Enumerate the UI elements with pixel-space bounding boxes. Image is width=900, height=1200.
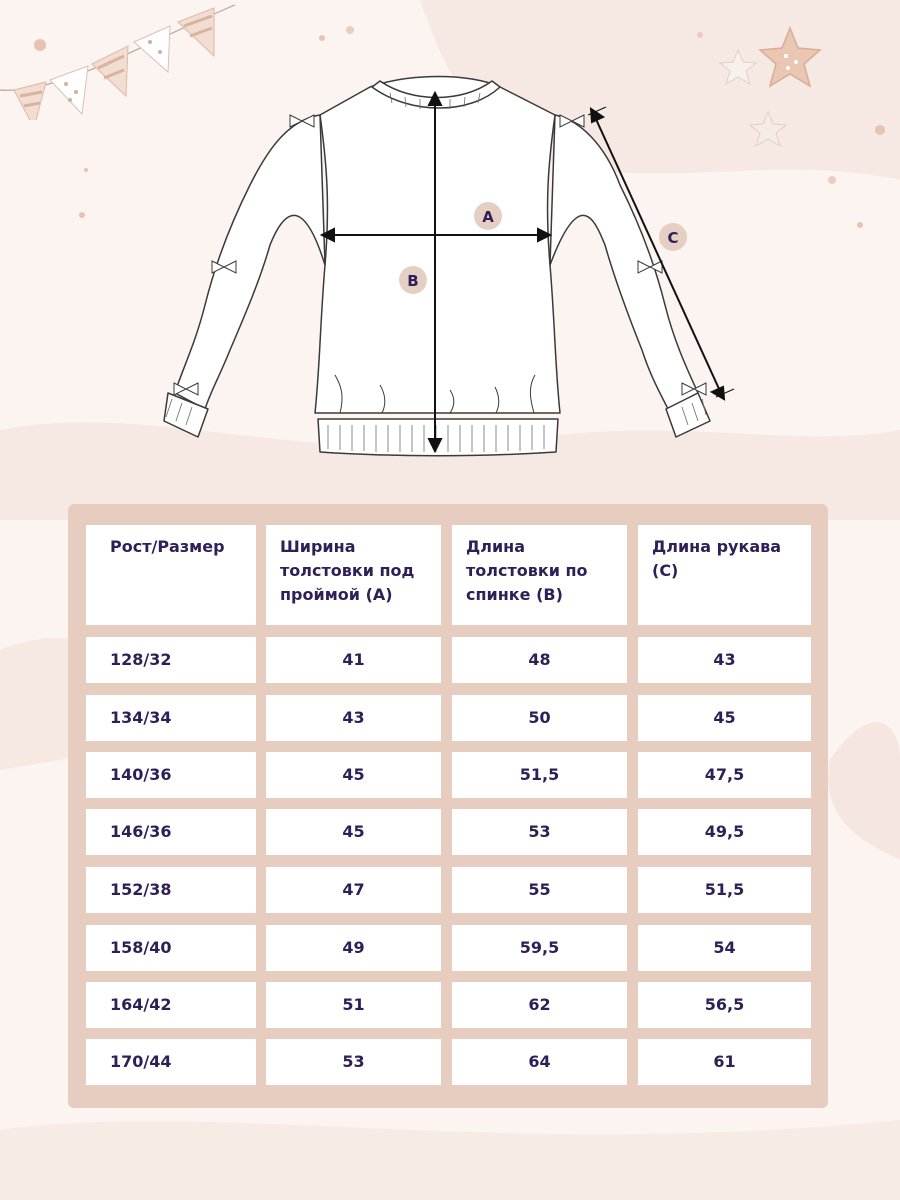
table-cell-sleeve: 61 xyxy=(638,1039,811,1085)
sweatshirt-measurement-diagram xyxy=(150,75,770,465)
table-cell-length: 51,5 xyxy=(452,752,627,798)
table-cell-sleeve: 54 xyxy=(638,925,811,971)
label-c: C xyxy=(667,229,679,247)
table-cell-width: 45 xyxy=(266,809,441,855)
table-cell-size: 134/34 xyxy=(86,695,256,741)
table-cell-width: 45 xyxy=(266,752,441,798)
header-sleeve-c: Длина рукава (С) xyxy=(638,525,811,625)
table-cell-width: 49 xyxy=(266,925,441,971)
table-cell-width: 41 xyxy=(266,637,441,683)
table-cell-length: 48 xyxy=(452,637,627,683)
header-width-a: Ширина толстовки под проймой (А) xyxy=(266,525,441,625)
left-sleeve xyxy=(175,115,325,409)
table-cell-sleeve: 47,5 xyxy=(638,752,811,798)
table-cell-size: 128/32 xyxy=(86,637,256,683)
sweatshirt-body xyxy=(315,77,560,414)
table-cell-length: 59,5 xyxy=(452,925,627,971)
table-cell-sleeve: 51,5 xyxy=(638,867,811,913)
table-cell-length: 53 xyxy=(452,809,627,855)
table-cell-width: 51 xyxy=(266,982,441,1028)
label-b-badge xyxy=(399,266,427,294)
table-cell-length: 62 xyxy=(452,982,627,1028)
label-a: A xyxy=(482,208,494,226)
table-cell-size: 170/44 xyxy=(86,1039,256,1085)
table-cell-sleeve: 49,5 xyxy=(638,809,811,855)
table-cell-size: 140/36 xyxy=(86,752,256,798)
hem-band xyxy=(318,419,558,456)
header-length-b: Длина толстовки по спинке (В) xyxy=(452,525,627,625)
table-cell-width: 43 xyxy=(266,695,441,741)
table-cell-length: 64 xyxy=(452,1039,627,1085)
right-sleeve xyxy=(550,115,698,409)
label-a-badge xyxy=(474,202,502,230)
table-cell-size: 164/42 xyxy=(86,982,256,1028)
table-cell-width: 53 xyxy=(266,1039,441,1085)
table-cell-sleeve: 45 xyxy=(638,695,811,741)
table-cell-width: 47 xyxy=(266,867,441,913)
table-cell-size: 146/36 xyxy=(86,809,256,855)
header-height-size: Рост/Размер xyxy=(86,525,256,625)
table-cell-sleeve: 43 xyxy=(638,637,811,683)
label-c-badge xyxy=(659,223,687,251)
table-cell-length: 50 xyxy=(452,695,627,741)
table-cell-sleeve: 56,5 xyxy=(638,982,811,1028)
label-b: B xyxy=(407,272,419,290)
table-cell-length: 55 xyxy=(452,867,627,913)
table-cell-size: 152/38 xyxy=(86,867,256,913)
table-cell-size: 158/40 xyxy=(86,925,256,971)
size-table xyxy=(68,504,828,1108)
